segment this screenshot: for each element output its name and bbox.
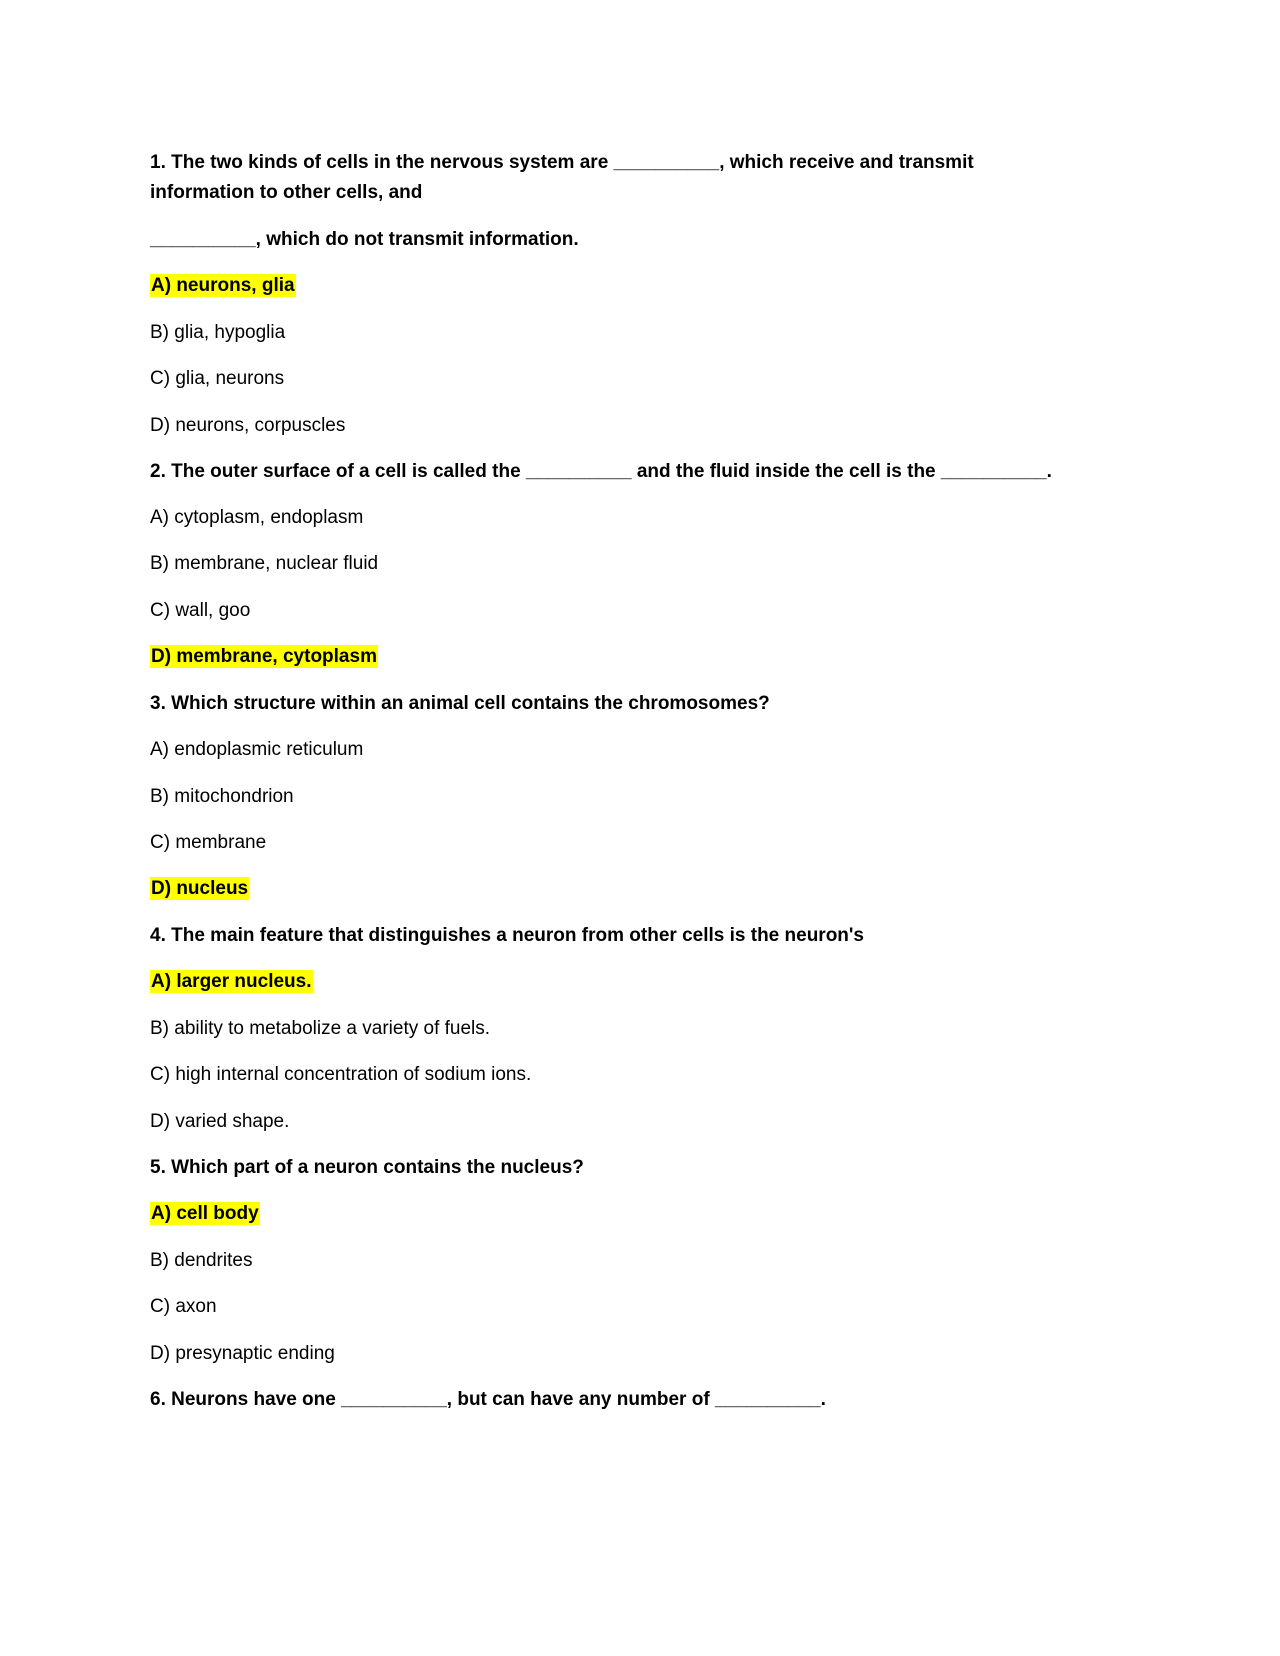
question-3-option-c: C) membrane [150, 832, 267, 853]
question-2-text: 2. The outer surface of a cell is called the __________ and the fluid inside the cell is the __________. [150, 461, 1052, 482]
question-2-correct-answer: D) membrane, cytoplasm [151, 646, 377, 667]
question-1-text-line-2: information to other cells, and [150, 182, 423, 203]
question-5-option-b: B) dendrites [150, 1250, 253, 1271]
question-4-option-c: C) high internal concentration of sodium ions. [150, 1064, 532, 1085]
question-1-option-a [150, 273, 296, 299]
question-5-option-a [150, 1201, 260, 1227]
question-1-option-b: B) glia, hypoglia [150, 322, 286, 343]
question-4-option-d: D) varied shape. [150, 1111, 290, 1132]
question-4-option-a [150, 969, 313, 995]
question-2-option-d [150, 644, 378, 670]
question-6-text: 6. Neurons have one __________, but can have any number of __________. [150, 1389, 826, 1410]
question-1-correct-answer: A) neurons, glia [151, 275, 295, 296]
question-5-option-d: D) presynaptic ending [150, 1343, 335, 1364]
question-1-option-d: D) neurons, corpuscles [150, 415, 346, 436]
question-2-option-b: B) membrane, nuclear fluid [150, 553, 379, 574]
question-2-option-c: C) wall, goo [150, 600, 251, 621]
question-3-option-b: B) mitochondrion [150, 786, 294, 807]
question-5-text: 5. Which part of a neuron contains the nucleus? [150, 1157, 584, 1178]
question-5-correct-answer: A) cell body [151, 1203, 259, 1224]
question-1-option-c: C) glia, neurons [150, 368, 285, 389]
question-2-option-a: A) cytoplasm, endoplasm [150, 507, 364, 528]
question-5-option-c: C) axon [150, 1296, 217, 1317]
question-1-text-line-3: __________, which do not transmit information. [150, 229, 579, 250]
question-4-option-b: B) ability to metabolize a variety of fuels. [150, 1018, 491, 1039]
question-3-option-a: A) endoplasmic reticulum [150, 739, 364, 760]
question-3-option-d [150, 876, 249, 902]
question-3-correct-answer: D) nucleus [151, 878, 249, 899]
question-4-correct-answer: A) larger nucleus. [151, 971, 312, 992]
question-4-text: 4. The main feature that distinguishes a neuron from other cells is the neuron's [150, 925, 864, 946]
question-3-text: 3. Which structure within an animal cell contains the chromosomes? [150, 693, 770, 714]
question-1-text-line-1: 1. The two kinds of cells in the nervous system are __________, which receive and transmit [150, 152, 974, 173]
